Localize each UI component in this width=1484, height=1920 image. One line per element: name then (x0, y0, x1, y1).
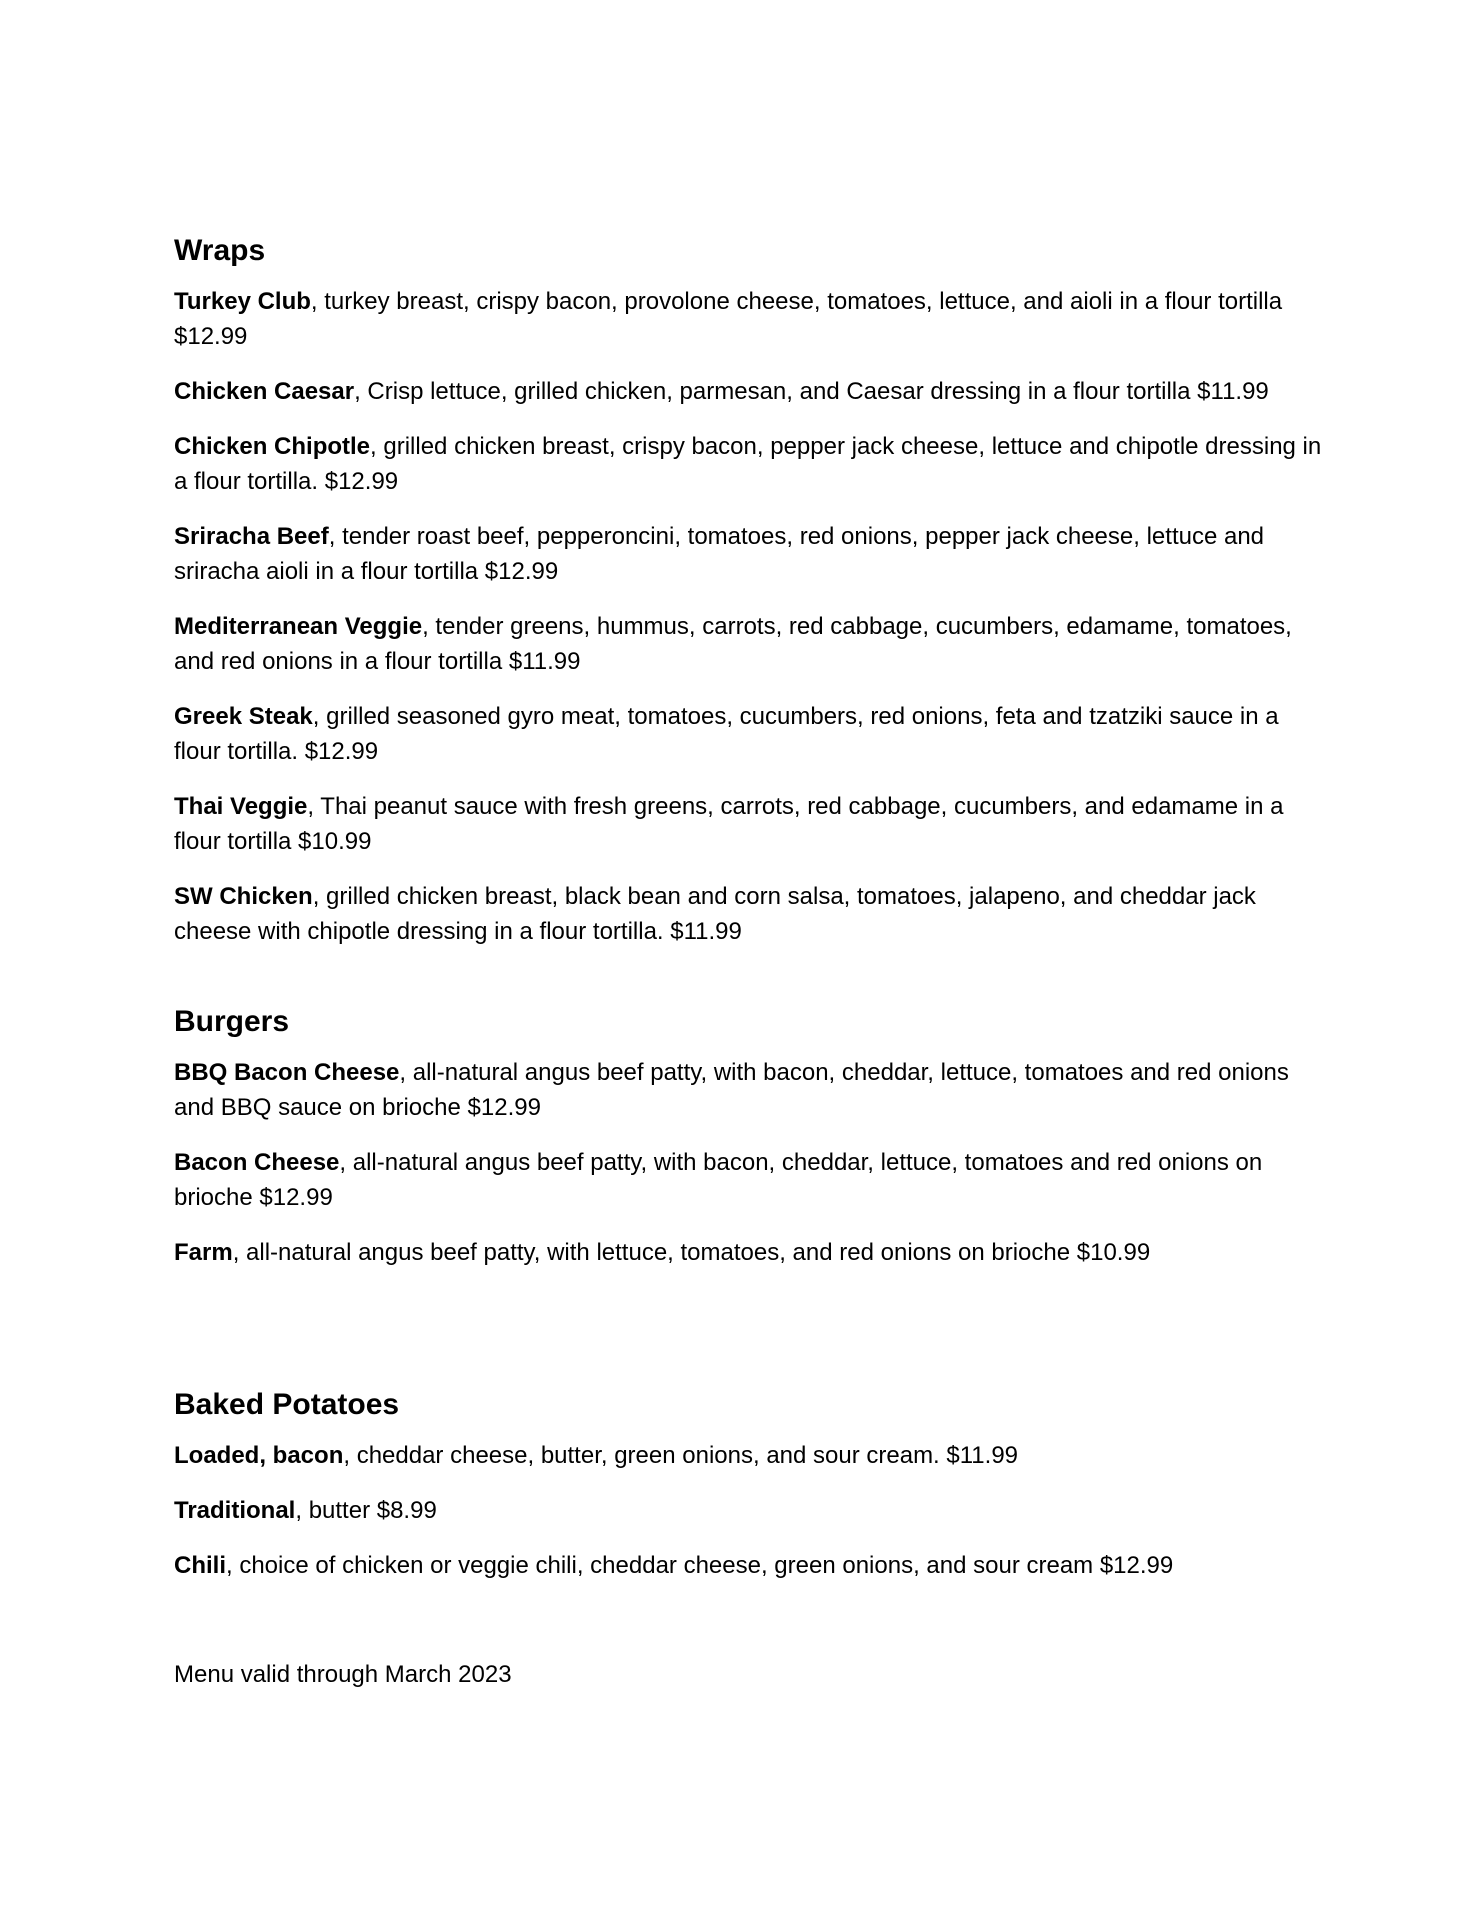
item-name: Loaded, bacon (174, 1442, 344, 1469)
menu-item-turkey-club (174, 284, 1324, 354)
menu-item-chili (174, 1548, 1324, 1583)
item-name: Bacon Cheese (174, 1149, 340, 1176)
item-description: , all-natural angus beef patty, with lettuce, tomatoes, and red onions on brioche $10.99 (232, 1239, 1151, 1266)
item-description: , turkey breast, crispy bacon, provolone cheese, tomatoes, lettuce, and aioli in a flour tortilla $12.99 (174, 288, 1283, 350)
item-name: Farm (174, 1239, 233, 1266)
item-name: Mediterranean Veggie (174, 613, 423, 640)
menu-item-sriracha-beef (174, 519, 1324, 589)
section-wraps (174, 226, 1324, 949)
menu-item-farm (174, 1235, 1324, 1270)
item-name: Chicken Chipotle (174, 433, 371, 460)
menu-item-bbq-bacon-cheese (174, 1055, 1324, 1125)
item-name: Greek Steak (174, 703, 313, 730)
item-description: , Crisp lettuce, grilled chicken, parmesan, and Caesar dressing in a flour tortilla $11.99 (354, 378, 1269, 405)
item-name: Turkey Club (174, 288, 311, 315)
item-description: , butter $8.99 (295, 1497, 437, 1524)
item-description: , grilled chicken breast, crispy bacon, pepper jack cheese, lettuce and chipotle dressing in a flour tortilla. $12.99 (174, 433, 1322, 495)
menu-item-traditional (174, 1493, 1324, 1528)
menu-item-greek-steak (174, 699, 1324, 769)
item-name: Chicken Caesar (174, 378, 355, 405)
item-description: , choice of chicken or veggie chili, cheddar cheese, green onions, and sour cream $12.99 (226, 1552, 1174, 1579)
item-description: , Thai peanut sauce with fresh greens, carrots, red cabbage, cucumbers, and edamame in a flour tortilla $10.99 (174, 793, 1284, 855)
menu-item-sw-chicken (174, 879, 1324, 949)
menu-item-chicken-chipotle (174, 429, 1324, 499)
item-description: , tender roast beef, pepperoncini, tomatoes, red onions, pepper jack cheese, lettuce and sriracha aioli in a flour tortilla $12.99 (174, 523, 1265, 585)
item-description: , all-natural angus beef patty, with bacon, cheddar, lettuce, tomatoes and red onions and BBQ sauce on brioche $12.99 (174, 1059, 1289, 1121)
item-name: SW Chicken (174, 883, 313, 910)
menu-item-loaded-bacon (174, 1438, 1324, 1473)
section-burgers (174, 997, 1324, 1270)
item-description: , tender greens, hummus, carrots, red cabbage, cucumbers, edamame, tomatoes, and red onions in a flour tortilla $11.99 (174, 613, 1292, 675)
section-heading: Baked Potatoes (174, 1388, 400, 1421)
menu-page (174, 226, 1324, 1692)
section-baked-potatoes (174, 1380, 1324, 1583)
item-name: Traditional (174, 1497, 296, 1524)
item-name: Thai Veggie (174, 793, 308, 820)
item-description: , grilled chicken breast, black bean and corn salsa, tomatoes, jalapeno, and cheddar jack cheese with chipotle dressing in a flour tortilla. $11.99 (174, 883, 1256, 945)
item-description: , cheddar cheese, butter, green onions, and sour cream. $11.99 (343, 1442, 1019, 1469)
menu-validity-note: Menu valid through March 2023 (174, 1661, 512, 1688)
item-name: Chili (174, 1552, 226, 1579)
menu-item-chicken-caesar (174, 374, 1324, 409)
item-name: Sriracha Beef (174, 523, 329, 550)
menu-item-mediterranean-veggie (174, 609, 1324, 679)
item-name: BBQ Bacon Cheese (174, 1059, 400, 1086)
item-description: , grilled seasoned gyro meat, tomatoes, cucumbers, red onions, feta and tzatziki sauce in a flour tortilla. $12.99 (174, 703, 1279, 765)
section-heading: Burgers (174, 1005, 290, 1038)
menu-item-bacon-cheese (174, 1145, 1324, 1215)
menu-item-thai-veggie (174, 789, 1324, 859)
item-description: , all-natural angus beef patty, with bacon, cheddar, lettuce, tomatoes and red onions on brioche $12.99 (174, 1149, 1263, 1211)
section-heading: Wraps (174, 234, 266, 267)
